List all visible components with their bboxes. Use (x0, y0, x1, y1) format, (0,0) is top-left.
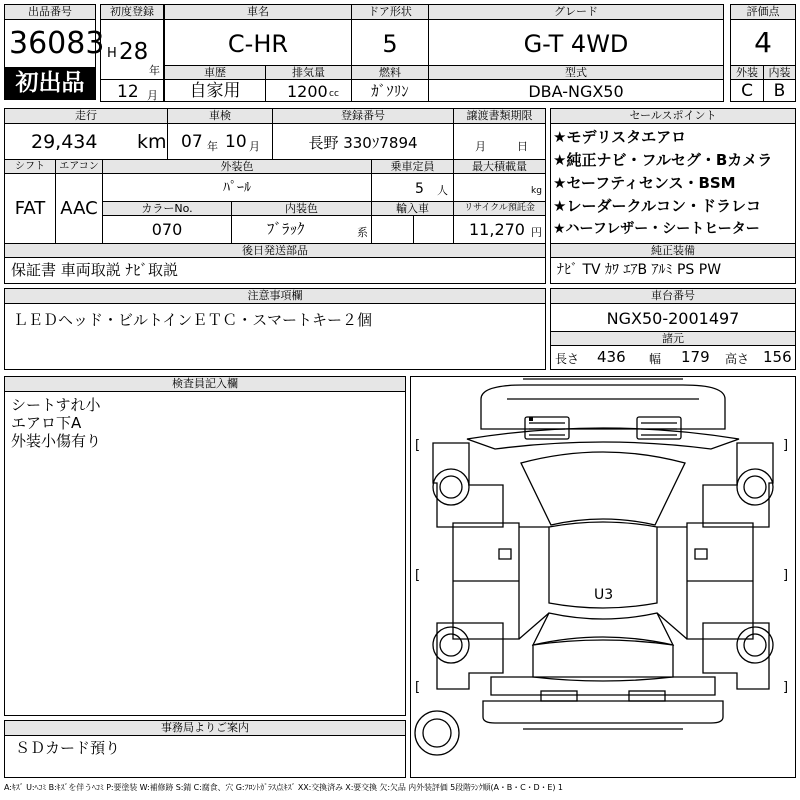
int-color-suffix: 系 (357, 226, 368, 239)
int-color-label: 内装色 (232, 202, 371, 216)
inspection-label: 車検 (168, 109, 272, 124)
score-label: 評価点 (731, 5, 795, 20)
displacement-unit: cc (329, 89, 339, 99)
year-unit: 年 (149, 64, 160, 77)
car-diagram-panel (410, 376, 796, 778)
max-load-label: 最大積載量 (454, 160, 545, 174)
doors: 5 (382, 30, 398, 58)
history: 自家用 (189, 81, 241, 101)
width: 179 (681, 348, 710, 366)
mileage-label: 走行 (5, 109, 167, 124)
office-text: ＳＤカード預り (15, 739, 121, 757)
equipment: ﾅﾋﾞ TV ｶﾜ ｴｱB ｱﾙﾐ PS PW (557, 262, 722, 278)
import-label: 輸入車 (372, 202, 453, 216)
displacement: 1200 (287, 82, 328, 101)
notes-label: 注意事項欄 (5, 289, 545, 304)
diagram-bracket: ] (783, 568, 789, 583)
inspection-year: 07 (181, 132, 203, 152)
inspector-line: 外装小傷有り (11, 432, 102, 450)
displacement-label: 排気量 (266, 66, 351, 80)
diagram-bracket: [ (415, 438, 421, 453)
lot-number: 36083 (9, 26, 105, 61)
month-unit: 月 (147, 89, 158, 102)
recycle-fee: 11,270 (469, 220, 525, 239)
diagram-bracket: ] (783, 438, 789, 453)
diagram-bracket: ] (783, 680, 789, 695)
shift-label: シフト (5, 160, 55, 174)
inspector-line: エアロ下A (11, 414, 82, 432)
ac: AAC (60, 198, 98, 219)
capacity: 5 (415, 181, 424, 197)
ac-label: エアコン (56, 160, 102, 174)
registration-month: 12 (117, 82, 139, 102)
recycle-unit: 円 (531, 226, 542, 239)
height-label: 高さ (725, 352, 750, 366)
door-label: ドア形状 (352, 5, 428, 20)
reg-no: 長野 330ｿ7894 (308, 134, 418, 152)
sales-point-item: ★セーフティセンス・BSM (553, 174, 736, 192)
sales-point-item: ★ハーフレザー・シートヒーター (553, 221, 760, 237)
detail-block (4, 108, 546, 284)
height: 156 (763, 348, 792, 366)
inspection-month: 10 (225, 132, 247, 152)
sales-point-item: ★レーダークルコン・ドラレコ (553, 197, 761, 215)
transfer-label: 譲渡書類期限 (454, 109, 545, 124)
car-diagram (411, 377, 795, 777)
max-load-unit: kg (531, 186, 542, 196)
type-label: 型式 (429, 66, 723, 80)
color-no: 070 (151, 220, 183, 239)
shift: FAT (14, 198, 46, 219)
fuel-label: 燃料 (352, 66, 428, 80)
score-cell (730, 4, 796, 102)
sales-point-item: ★モデリスタエアロ (553, 128, 687, 146)
ext-color-label: 外装色 (103, 160, 371, 174)
chassis-number: NGX50-2001497 (606, 309, 740, 328)
interior-grade: B (773, 81, 786, 101)
chassis-label: 車台番号 (551, 289, 795, 304)
later-docs-label: 後日発送部品 (5, 244, 545, 258)
length: 436 (597, 348, 626, 366)
length-label: 長さ (555, 352, 580, 366)
fuel: ｶﾞｿﾘﾝ (371, 82, 409, 100)
inspector-label: 検査員記入欄 (5, 377, 405, 392)
mileage-unit: km (137, 131, 167, 153)
inspection-year-unit: 年 (207, 140, 218, 153)
score: 4 (754, 26, 772, 59)
transfer-day-unit: 日 (517, 140, 528, 153)
equipment-label: 純正装備 (551, 244, 795, 258)
diagram-bracket: [ (415, 680, 421, 695)
notes-text: ＬＥＤヘッド・ビルトインＥＴＣ・スマートキー２個 (13, 311, 372, 329)
exterior-grade-label: 外装 (731, 66, 763, 80)
office-label: 事務局よりご案内 (5, 721, 405, 736)
notes-block (4, 288, 546, 370)
first-listing-badge: 初出品 (5, 67, 95, 99)
sales-point-item: ★純正ナビ・フルセグ・Bカメラ (553, 151, 773, 169)
inspector-line: シートすれ小 (11, 396, 101, 414)
lot-number-label: 出品番号 (5, 5, 95, 20)
sales-points-block (550, 108, 796, 284)
recycle-label: リサイクル預託金 (454, 202, 545, 216)
sales-points-label: セールスポイント (551, 109, 795, 124)
vehicle-info-block (164, 4, 724, 102)
mileage: 29,434 (31, 131, 98, 153)
dims-label: 諸元 (551, 332, 795, 346)
type-code: DBA-NGX50 (528, 82, 624, 101)
lot-number-cell (4, 4, 105, 100)
capacity-unit: 人 (437, 184, 448, 197)
grade: G-T 4WD (523, 30, 629, 58)
diagram-bracket: [ (415, 568, 421, 583)
later-docs: 保証書 車両取説 ﾅﾋﾞ取説 (11, 261, 179, 279)
office-block (4, 720, 406, 778)
exterior-grade: C (741, 81, 753, 101)
damage-mark: U3 (594, 587, 614, 603)
first-registration-cell (100, 4, 164, 102)
inspection-month-unit: 月 (249, 140, 260, 153)
transfer-month-unit: 月 (475, 140, 486, 153)
grade-label: グレード (429, 5, 723, 20)
legend: A:ｷｽﾞ U:ﾍｺﾐ B:ｷｽﾞを伴うﾍｺﾐ P:要塗装 W:補修跡 S:錆 C:腐食、穴 G:ﾌﾛﾝﾄｶﾞﾗｽ点ｷｽﾞ XX:交換済み X:要交換 欠:欠品 内外装評価 5段階ﾗﾝｸ順(A・B・C・D・E) 1 (4, 783, 563, 792)
reg-no-label: 登録番号 (273, 109, 453, 124)
first-registration-label: 初度登録 (101, 5, 163, 20)
era: H (107, 46, 117, 61)
model-name: C-HR (227, 30, 289, 58)
capacity-label: 乗車定員 (372, 160, 453, 174)
inspector-block (4, 376, 406, 716)
registration-year: 28 (119, 39, 149, 65)
history-label: 車歴 (165, 66, 265, 80)
int-color: ﾌﾞﾗｯｸ (267, 220, 305, 238)
model-name-label: 車名 (165, 5, 351, 20)
ext-color: ﾊﾟｰﾙ (223, 180, 251, 196)
interior-grade-label: 内装 (764, 66, 795, 80)
chassis-block (550, 288, 796, 370)
width-label: 幅 (649, 352, 662, 366)
color-no-label: カラーNo. (103, 202, 231, 216)
